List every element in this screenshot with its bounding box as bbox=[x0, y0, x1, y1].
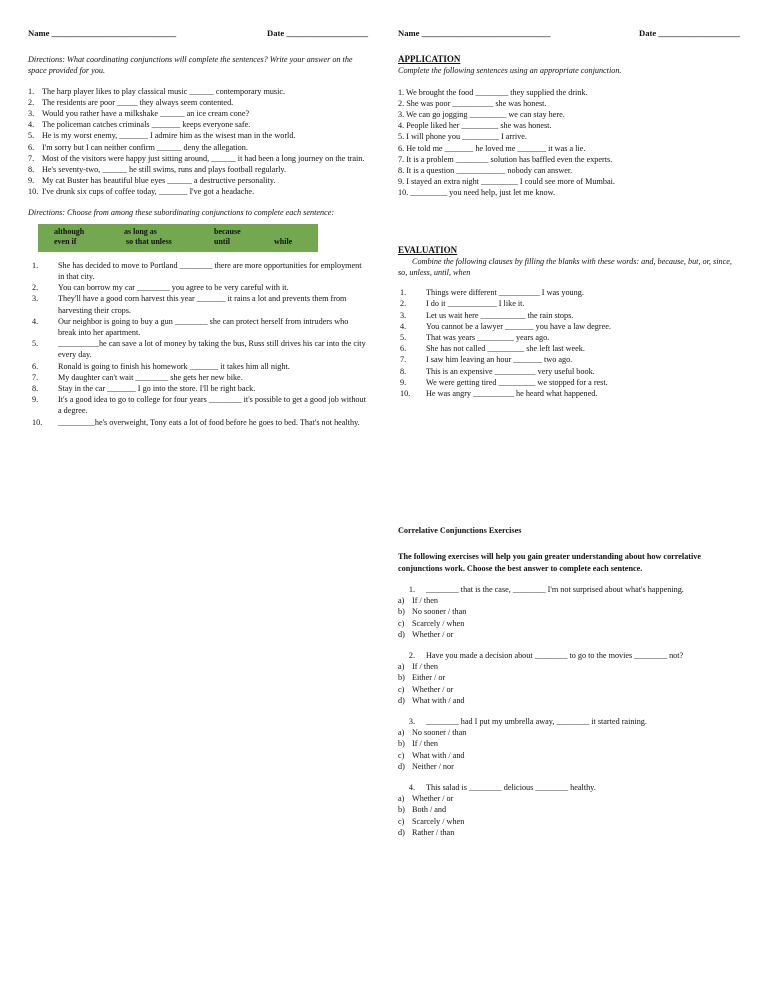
list-item bbox=[28, 383, 368, 394]
option-text: Whether / or bbox=[412, 684, 454, 694]
item-text: He's seventy-two, ______ he still swims, runs and plays football regularly. bbox=[42, 165, 287, 175]
item-text: My cat Buster has beautiful blue eyes ______ a destructive personality. bbox=[42, 176, 276, 186]
option-letter: a) bbox=[398, 794, 405, 804]
list-item bbox=[398, 321, 740, 332]
question-text: ________ had I put my umbrella away, ________ it started raining. bbox=[426, 716, 647, 726]
item-text: You cannot be a lawyer _______ you have a law degree. bbox=[426, 321, 611, 331]
item-text: Our neighbor is going to buy a gun ________ she can protect herself from intruders who break into her apartment. bbox=[58, 316, 349, 338]
option-letter: b) bbox=[398, 607, 405, 617]
item-number: 2. bbox=[400, 299, 407, 309]
question-number: 1. bbox=[408, 584, 416, 594]
directions-subordinating: Directions: Choose from among these subordinating conjunctions to complete each sentence: bbox=[28, 207, 335, 217]
item-number: 4. bbox=[28, 120, 35, 130]
list-item bbox=[28, 130, 368, 141]
evaluation-instructions: Combine the following clauses by filling the blanks with these words: and, because, but, or, since, so, unless, until, when bbox=[398, 256, 732, 278]
item-number: 9. bbox=[32, 395, 39, 405]
answer-option[interactable] bbox=[398, 606, 740, 617]
list-item bbox=[28, 97, 368, 108]
question bbox=[398, 782, 740, 793]
answer-option[interactable] bbox=[398, 684, 740, 695]
question bbox=[398, 650, 740, 661]
item-number: 4. bbox=[32, 316, 39, 326]
question bbox=[398, 584, 740, 595]
list-item bbox=[398, 310, 740, 321]
item-number: 3. bbox=[28, 109, 35, 119]
item-text: The residents are poor _____ they always seem contented. bbox=[42, 97, 234, 107]
name-date-row bbox=[398, 28, 740, 39]
list-item bbox=[398, 332, 740, 343]
item-number: 1. bbox=[400, 288, 407, 298]
list-item bbox=[398, 298, 740, 309]
item-number: 3. bbox=[400, 310, 407, 320]
answer-option[interactable] bbox=[398, 738, 740, 749]
item-number: 10. bbox=[32, 417, 43, 427]
list-item bbox=[28, 142, 368, 153]
date-field[interactable]: Date ___________________ bbox=[267, 28, 368, 38]
question-block bbox=[398, 650, 740, 706]
option-text: Either / or bbox=[412, 673, 446, 683]
list-item bbox=[28, 282, 368, 293]
box-word: until bbox=[214, 236, 231, 246]
item-number: 4. bbox=[400, 321, 407, 331]
application-item: 9. I stayed an extra night _________ I could see more of Mumbai. bbox=[398, 177, 615, 187]
answer-option[interactable] bbox=[398, 618, 740, 629]
option-letter: a) bbox=[398, 728, 405, 738]
option-letter: b) bbox=[398, 673, 405, 683]
directions-coordinating: Directions: What coordinating conjunctions will complete the sentences? Write your answer on the space provided for you. bbox=[28, 55, 353, 76]
option-text: No sooner / than bbox=[412, 728, 467, 738]
date-field[interactable]: Date ___________________ bbox=[639, 28, 740, 38]
application-heading: APPLICATION bbox=[398, 54, 461, 65]
option-text: Whether / or bbox=[412, 794, 454, 804]
coordinating-list bbox=[28, 86, 368, 198]
question-block bbox=[398, 716, 740, 772]
item-number: 8. bbox=[400, 366, 407, 376]
item-number: 2. bbox=[28, 97, 35, 107]
option-text: What with / and bbox=[412, 695, 465, 705]
list-item bbox=[28, 86, 368, 97]
answer-option[interactable] bbox=[398, 816, 740, 827]
item-number: 8. bbox=[28, 165, 35, 175]
box-word: although bbox=[54, 226, 85, 236]
correlative-title: Correlative Conjunctions Exercises bbox=[398, 526, 522, 536]
item-text: The harp player likes to play classical music ______ contemporary music. bbox=[42, 86, 286, 96]
item-text: She has not called _________ she left last week. bbox=[426, 344, 585, 354]
item-text: Let us wait here ___________ the rain stops. bbox=[426, 310, 574, 320]
question-block bbox=[398, 782, 740, 838]
list-item bbox=[398, 354, 740, 365]
answer-option[interactable] bbox=[398, 761, 740, 772]
item-text: He is my worst enemy, _______ I admire him as the wisest man in the world. bbox=[42, 131, 296, 141]
option-letter: d) bbox=[398, 629, 405, 639]
answer-option[interactable] bbox=[398, 793, 740, 804]
right-column bbox=[398, 28, 740, 848]
option-letter: c) bbox=[398, 750, 405, 760]
item-number: 10. bbox=[28, 187, 39, 197]
item-text: My daughter can't wait ________ she gets her new bike. bbox=[58, 372, 243, 382]
application-item: 5. I will phone you _________ I arrive. bbox=[398, 132, 527, 142]
answer-option[interactable] bbox=[398, 629, 740, 640]
list-item bbox=[398, 287, 740, 298]
option-text: Both / and bbox=[412, 805, 447, 815]
list-item bbox=[398, 343, 740, 354]
box-word: even if bbox=[54, 236, 77, 246]
option-letter: c) bbox=[398, 684, 405, 694]
option-text: If / then bbox=[412, 739, 438, 749]
option-letter: a) bbox=[398, 662, 405, 672]
name-date-row bbox=[28, 28, 368, 39]
box-word: as long as bbox=[124, 226, 157, 236]
item-text: I saw him leaving an hour _______ two ago. bbox=[426, 355, 573, 365]
subordinating-list bbox=[28, 260, 368, 428]
list-item bbox=[28, 361, 368, 372]
option-text: Scarcely / when bbox=[412, 816, 465, 826]
application-item: 7. It is a problem ________ solution has baffled even the experts. bbox=[398, 154, 613, 164]
item-number: 7. bbox=[400, 355, 407, 365]
list-item bbox=[398, 377, 740, 388]
list-item bbox=[28, 186, 368, 197]
item-text: You can borrow my car ________ you agree to be very careful with it. bbox=[58, 283, 289, 293]
answer-option[interactable] bbox=[398, 727, 740, 738]
item-number: 1. bbox=[28, 86, 35, 96]
list-item bbox=[398, 366, 740, 377]
question-text: This salad is ________ delicious ________ healthy. bbox=[426, 782, 596, 792]
application-item: 8. It is a question ____________ nobody can answer. bbox=[398, 166, 573, 176]
item-text: Things were different __________ I was young. bbox=[426, 288, 584, 298]
option-text: Scarcely / when bbox=[412, 618, 465, 628]
item-number: 7. bbox=[28, 153, 35, 163]
application-item: 2. She was poor __________ she was honest. bbox=[398, 98, 547, 108]
option-text: If / then bbox=[412, 662, 438, 672]
application-item: 6. He told me _______ he loved me _______ it was a lie. bbox=[398, 143, 586, 153]
question-text: Have you made a decision about ________ to go to the movies ________ not? bbox=[426, 650, 684, 660]
answer-option[interactable] bbox=[398, 827, 740, 838]
item-text: This is an expensive __________ very useful book. bbox=[426, 366, 595, 376]
list-item bbox=[28, 164, 368, 175]
application-instructions: Complete the following sentences using an appropriate conjunction. bbox=[398, 66, 622, 76]
item-number: 3. bbox=[32, 294, 39, 304]
box-word: because bbox=[214, 226, 241, 236]
item-text: Stay in the car _______ I go into the store. I'll be right back. bbox=[58, 384, 256, 394]
option-text: Whether / or bbox=[412, 629, 454, 639]
evaluation-list bbox=[398, 287, 740, 399]
conjunction-word-box bbox=[38, 224, 318, 252]
list-item bbox=[28, 260, 368, 282]
item-number: 5. bbox=[32, 339, 39, 349]
item-number: 5. bbox=[400, 333, 407, 343]
item-number: 6. bbox=[400, 344, 407, 354]
application-item: 1. We brought the food ________ they supplied the drink. bbox=[398, 87, 588, 97]
option-letter: b) bbox=[398, 805, 405, 815]
answer-option[interactable] bbox=[398, 672, 740, 683]
name-field[interactable]: Name _____________________________ bbox=[28, 28, 177, 38]
option-text: Neither / nor bbox=[412, 761, 454, 771]
correlative-questions bbox=[398, 584, 740, 838]
item-number: 10. bbox=[400, 389, 411, 399]
option-letter: d) bbox=[398, 695, 405, 705]
item-number: 8. bbox=[32, 384, 39, 394]
item-number: 6. bbox=[28, 142, 35, 152]
option-text: If / then bbox=[412, 596, 438, 606]
item-text: It's a good idea to go to college for four years ________ it's possible to get a good job without a degree. bbox=[58, 395, 366, 416]
item-text: Ronald is going to finish his homework _______ it takes him all night. bbox=[58, 361, 290, 371]
option-letter: c) bbox=[398, 618, 405, 628]
question-number: 3. bbox=[408, 716, 416, 726]
question bbox=[398, 716, 740, 727]
answer-option[interactable] bbox=[398, 661, 740, 672]
list-item bbox=[28, 417, 368, 428]
item-text: Most of the visitors were happy just sitting around, ______ it had been a long journey on the train. bbox=[42, 153, 365, 163]
item-text: That was years _________ years ago. bbox=[426, 333, 550, 343]
application-item: 4. People liked her _________ she was honest. bbox=[398, 121, 552, 131]
name-field[interactable]: Name ______________________________ bbox=[398, 28, 551, 38]
item-number: 9. bbox=[28, 176, 35, 186]
box-word: so that unless bbox=[126, 236, 172, 246]
item-number: 5. bbox=[28, 131, 35, 141]
question-block bbox=[398, 584, 740, 640]
answer-option[interactable] bbox=[398, 804, 740, 815]
item-text: He was angry __________ he heard what happened. bbox=[426, 389, 598, 399]
item-text: _________he's overweight, Tony eats a lot of food before he goes to bed. That's not healthy. bbox=[58, 417, 360, 427]
option-letter: d) bbox=[398, 761, 405, 771]
item-text: I'm sorry but I can neither confirm ______ deny the allegation. bbox=[42, 142, 248, 152]
correlative-intro: The following exercises will help you gain greater understanding about how correlative conjunctions work. Choose the best answer to complete each sentence. bbox=[398, 552, 702, 573]
question-number: 4. bbox=[408, 782, 416, 792]
evaluation-heading: EVALUATION bbox=[398, 244, 458, 255]
item-text: Would you rather have a milkshake ______ an ice cream cone? bbox=[42, 109, 250, 119]
item-number: 9. bbox=[400, 377, 407, 387]
item-text: She has decided to move to Portland ________ there are more opportunities for employment in that city. bbox=[58, 260, 362, 282]
list-item bbox=[28, 175, 368, 186]
item-text: They'll have a good corn harvest this year _______ it rains a lot and prevents them from harvesting their crops. bbox=[58, 294, 347, 315]
application-item: 3. We can go jogging _________ we can stay here. bbox=[398, 110, 565, 120]
list-item bbox=[28, 293, 368, 315]
option-letter: d) bbox=[398, 827, 405, 837]
item-number: 7. bbox=[32, 372, 39, 382]
answer-option[interactable] bbox=[398, 595, 740, 606]
item-text: The policeman catches criminals _______ keeps everyone safe. bbox=[42, 120, 251, 130]
list-item bbox=[28, 119, 368, 130]
answer-option[interactable] bbox=[398, 750, 740, 761]
list-item bbox=[28, 108, 368, 119]
item-number: 6. bbox=[32, 361, 39, 371]
item-text: __________he can save a lot of money by taking the bus, Russ still drives his car into the city every day. bbox=[58, 339, 366, 360]
list-item bbox=[28, 316, 368, 338]
application-item: 10. _________ you need help, just let me know. bbox=[398, 188, 556, 198]
list-item bbox=[28, 394, 368, 416]
question-text: ________ that is the case, ________ I'm not surprised about what's happening. bbox=[426, 584, 684, 594]
item-number: 1. bbox=[32, 260, 39, 270]
option-text: What with / and bbox=[412, 750, 465, 760]
item-text: We were getting tired _________ we stopped for a rest. bbox=[426, 377, 608, 387]
list-item bbox=[28, 372, 368, 383]
option-letter: b) bbox=[398, 739, 405, 749]
item-text: I've drunk six cups of coffee today, _______ I've got a headache. bbox=[42, 187, 255, 197]
answer-option[interactable] bbox=[398, 695, 740, 706]
list-item bbox=[28, 153, 368, 164]
box-word: while bbox=[274, 236, 293, 246]
option-letter: c) bbox=[398, 816, 405, 826]
item-number: 2. bbox=[32, 283, 39, 293]
item-text: I do it ____________ I like it. bbox=[426, 299, 525, 309]
question-number: 2. bbox=[408, 650, 416, 660]
option-text: Rather / than bbox=[412, 827, 455, 837]
option-letter: a) bbox=[398, 596, 405, 606]
list-item bbox=[398, 388, 740, 399]
option-text: No sooner / than bbox=[412, 607, 467, 617]
left-column bbox=[28, 28, 368, 428]
list-item bbox=[28, 338, 368, 360]
application-list bbox=[398, 87, 740, 199]
